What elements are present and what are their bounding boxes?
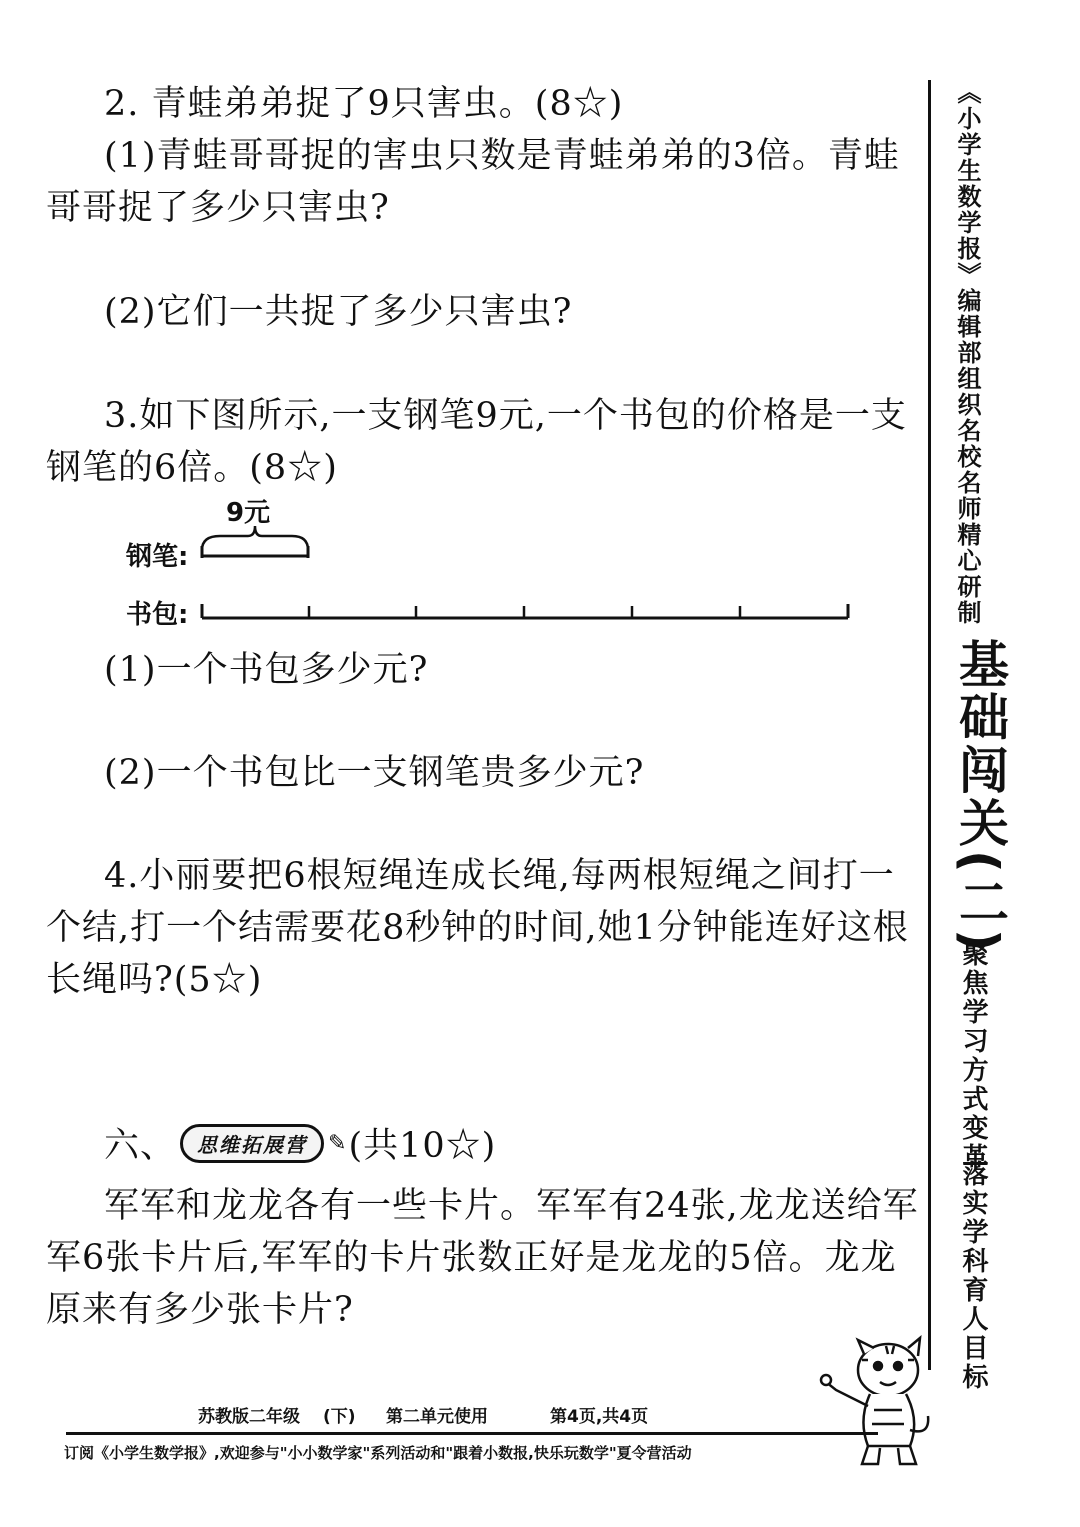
- footer-volume: (下): [323, 1407, 356, 1427]
- q4-line1: 4.小丽要把6根短绳连成长绳,每两根短绳之间打一: [104, 856, 895, 896]
- q2-part1-line1: (1)青蛙哥哥捉的害虫只数是青蛙弟弟的3倍。青蛙: [104, 136, 900, 176]
- section6-line3: 原来有多少张卡片?: [46, 1290, 354, 1330]
- bag-segment: [200, 600, 870, 630]
- sidebar-divider: [928, 80, 931, 1370]
- section6-points: (共10☆): [348, 1126, 497, 1166]
- bag-label: 书包:: [126, 600, 189, 630]
- q2-title: 2. 青蛙弟弟捉了9只害虫。(8☆): [104, 84, 624, 124]
- section6-heading: [104, 1120, 496, 1166]
- section6-line1: 军军和龙龙各有一些卡片。军军有24张,龙龙送给军: [104, 1186, 919, 1226]
- mascot-small-icon: ✎: [328, 1130, 347, 1156]
- sidebar-slogan-1: 聚焦学习方式变革: [958, 940, 988, 1172]
- sidebar-credit: 《小学生数学报》编辑部组织名校名师精心研制: [953, 80, 981, 626]
- q3-line2: 钢笔的6倍。(8☆): [46, 448, 338, 488]
- pen-segment: [200, 544, 320, 568]
- footer-unit: 第二单元使用: [386, 1407, 488, 1427]
- brace-label: 9元: [226, 498, 271, 528]
- sidebar-title: 基础闯关(二): [951, 638, 1009, 955]
- q3-line1: 3.如下图所示,一支钢笔9元,一个书包的价格是一支: [104, 396, 907, 436]
- footer-notice: 订阅《小学生数学报》,欢迎参与"小小数学家"系列活动和"跟着小数报,快乐玩数学"夏令营活动: [64, 1444, 692, 1462]
- footer-edition: 苏教版二年级: [198, 1407, 300, 1427]
- q3-part1: (1)一个书包多少元?: [104, 650, 429, 690]
- q4-line3: 长绳吗?(5☆): [46, 960, 263, 1000]
- q3-diagram: [120, 492, 880, 632]
- footer-page: 第4页,共4页: [550, 1407, 649, 1427]
- mascot-icon: [818, 1320, 938, 1470]
- q4-line2: 个结,打一个结需要花8秒钟的时间,她1分钟能连好这根: [46, 908, 909, 948]
- sidebar-slogan-2: 落实学科育人目标: [958, 1160, 988, 1392]
- section6-prefix: 六、: [104, 1126, 177, 1166]
- footer-rule-top: [66, 1432, 878, 1435]
- section6-line2: 军6张卡片后,军军的卡片张数正好是龙龙的5倍。龙龙: [46, 1238, 897, 1278]
- section6-badge: 思维拓展营: [180, 1124, 324, 1163]
- q2-part2: (2)它们一共捉了多少只害虫?: [104, 292, 573, 332]
- q3-part2: (2)一个书包比一支钢笔贵多少元?: [104, 753, 645, 793]
- pen-label: 钢笔:: [126, 542, 189, 572]
- q2-part1-line2: 哥哥捉了多少只害虫?: [46, 188, 390, 228]
